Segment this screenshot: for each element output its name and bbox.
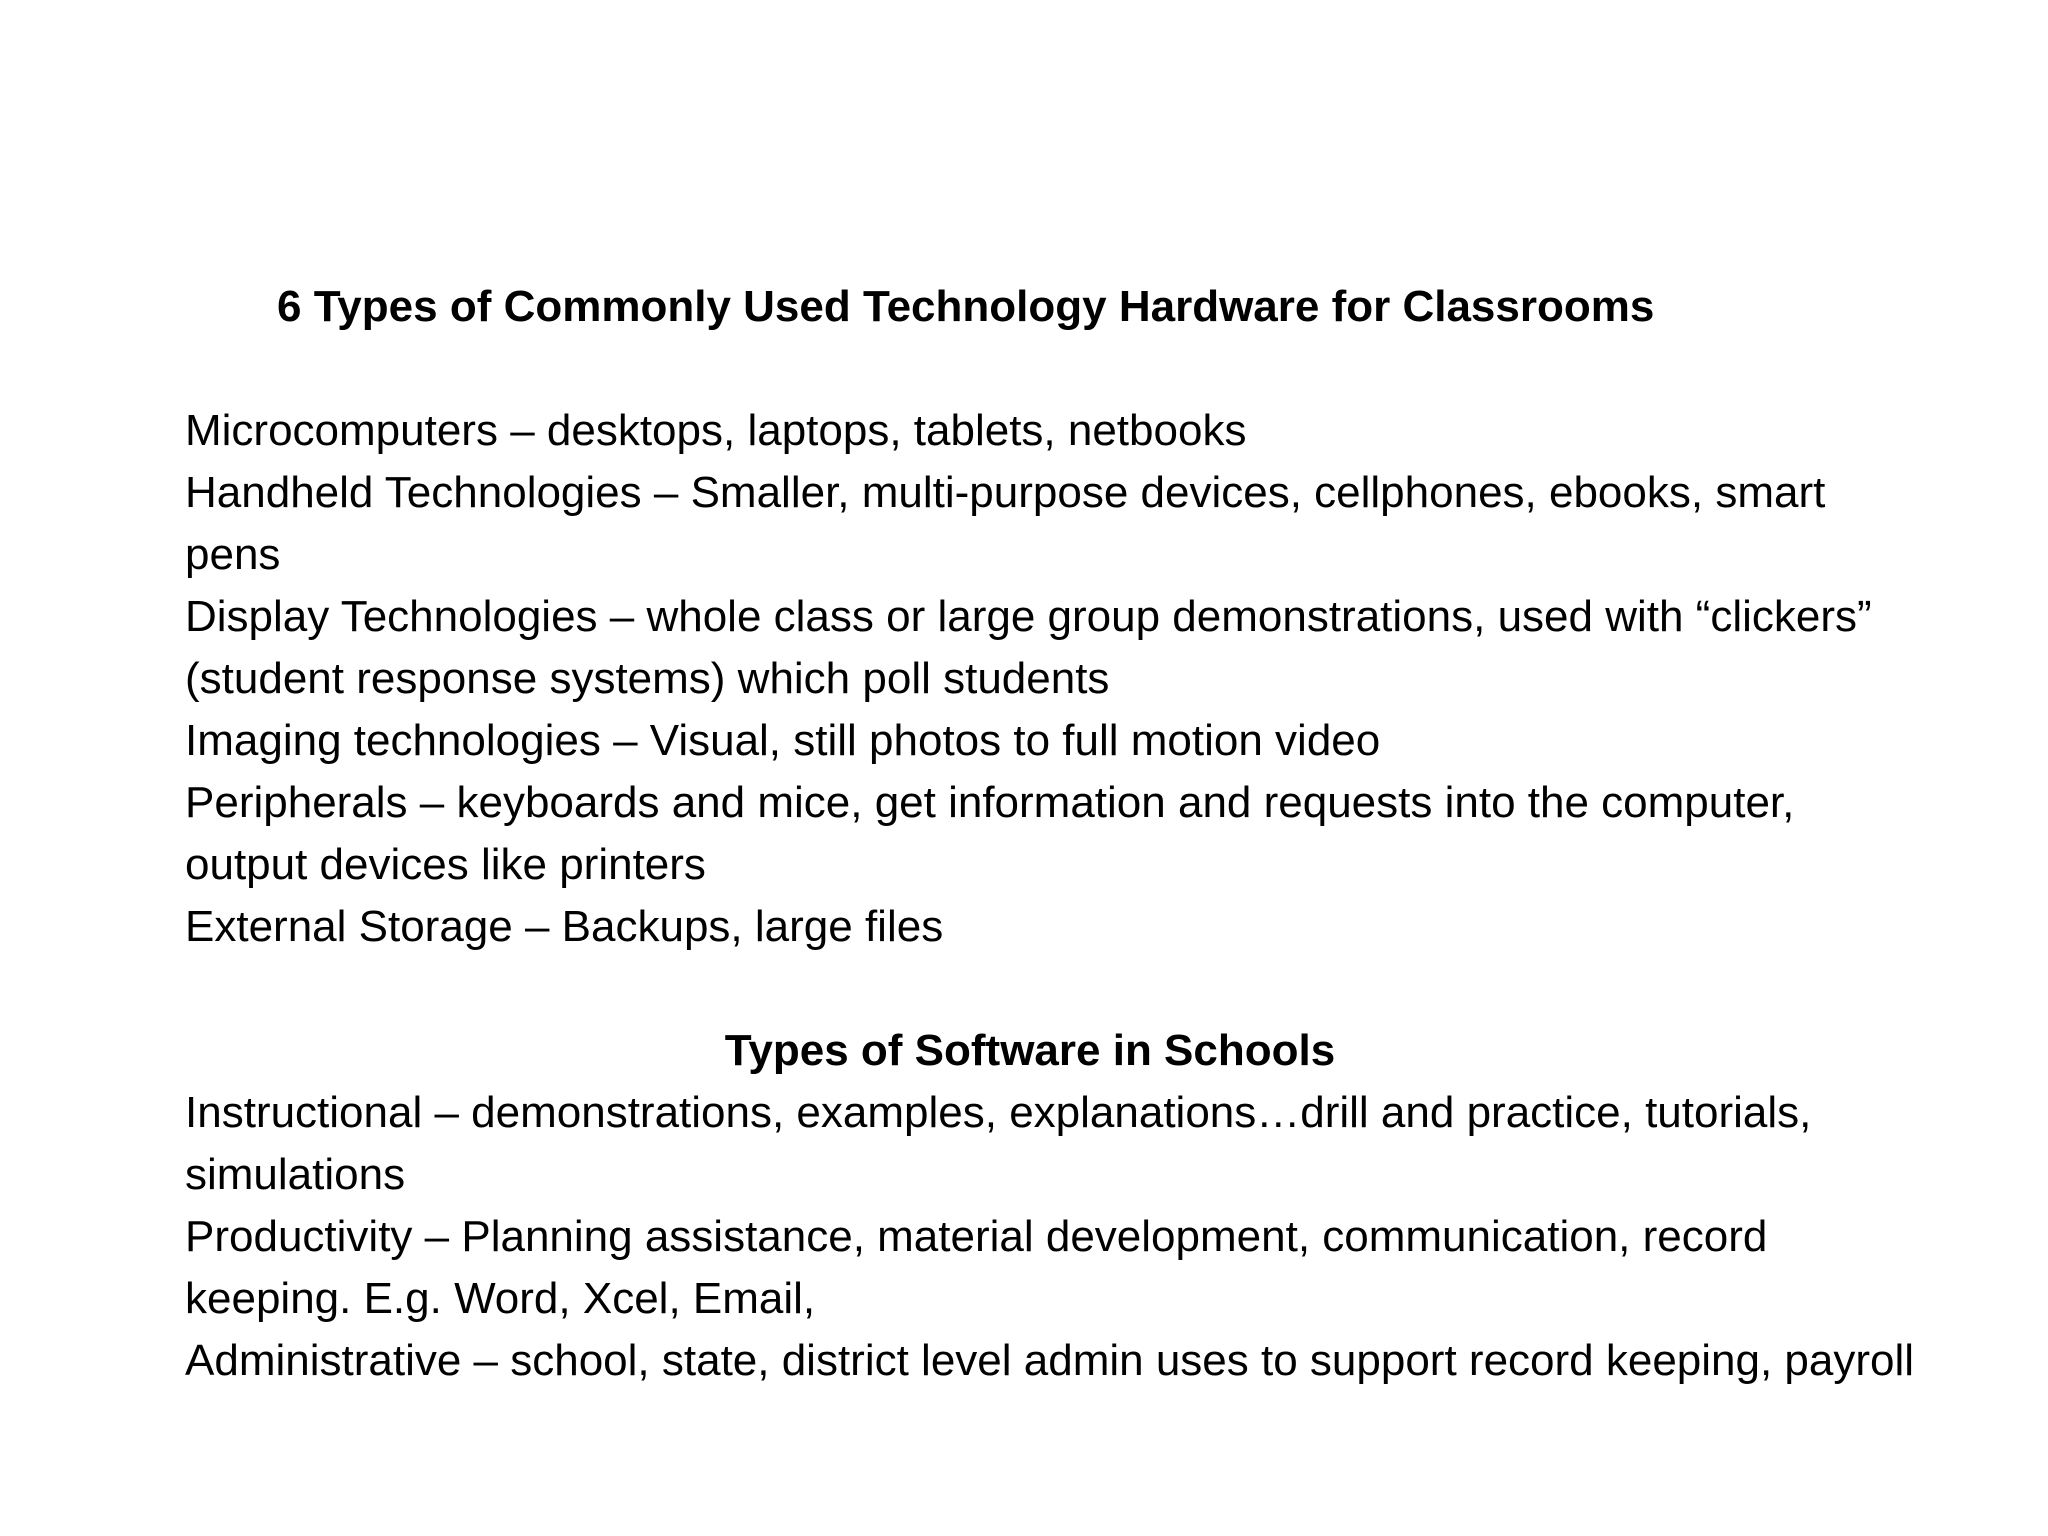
item-description: keyboards and mice, get information and requests into the computer, output devices like printers: [185, 778, 1795, 889]
hardware-item-storage: [185, 896, 1925, 958]
software-item-productivity: [185, 1206, 1925, 1330]
hardware-item-handheld: [185, 462, 1925, 586]
item-term: Peripherals: [185, 778, 408, 827]
software-heading: Types of Software in Schools: [724, 1026, 1336, 1075]
item-separator: –: [600, 716, 650, 765]
item-term: Display Technologies: [185, 592, 598, 641]
hardware-heading: 6 Types of Commonly Used Technology Hardware for Classrooms: [277, 282, 1655, 331]
item-description: Smaller, multi-purpose devices, cellphones, ebooks, smart pens: [185, 468, 1826, 579]
item-separator: –: [597, 592, 647, 641]
item-separator: –: [641, 468, 691, 517]
item-description: Visual, still photos to full motion video: [649, 716, 1381, 765]
item-description: whole class or large group demonstrations, used with “clickers” (student response systems) which poll students: [185, 592, 1872, 703]
item-description: school, state, district level admin uses to support record keeping, payroll: [510, 1336, 1915, 1385]
item-term: Microcomputers: [185, 406, 498, 455]
item-term: Productivity: [185, 1212, 413, 1261]
item-separator: –: [512, 902, 562, 951]
item-term: External Storage: [185, 902, 513, 951]
item-separator: –: [407, 778, 457, 827]
item-term: Imaging technologies: [185, 716, 601, 765]
hardware-item-peripherals: [185, 772, 1925, 896]
software-list: [185, 1082, 1925, 1392]
item-term: Administrative: [185, 1336, 462, 1385]
hardware-item-microcomputers: [185, 400, 1925, 462]
item-term: Instructional: [185, 1088, 423, 1137]
item-separator: –: [497, 406, 547, 455]
software-item-instructional: [185, 1082, 1925, 1206]
item-description: desktops, laptops, tablets, netbooks: [546, 406, 1247, 455]
hardware-item-imaging: [185, 710, 1925, 772]
hardware-item-display: [185, 586, 1925, 710]
hardware-list: [185, 400, 1925, 958]
item-description: Backups, large files: [561, 902, 944, 951]
item-separator: –: [461, 1336, 511, 1385]
slide-content: [185, 276, 1925, 1392]
software-item-administrative: [185, 1330, 1925, 1392]
item-description: demonstrations, examples, explanations…drill and practice, tutorials, simulations: [185, 1088, 1812, 1199]
item-separator: –: [422, 1088, 472, 1137]
item-separator: –: [412, 1212, 462, 1261]
item-term: Handheld Technologies: [185, 468, 642, 517]
item-description: Planning assistance, material development, communication, record keeping. E.g. Word, Xcel, Email,: [185, 1212, 1768, 1323]
spacer: [185, 338, 1925, 400]
spacer: [185, 958, 1925, 1020]
